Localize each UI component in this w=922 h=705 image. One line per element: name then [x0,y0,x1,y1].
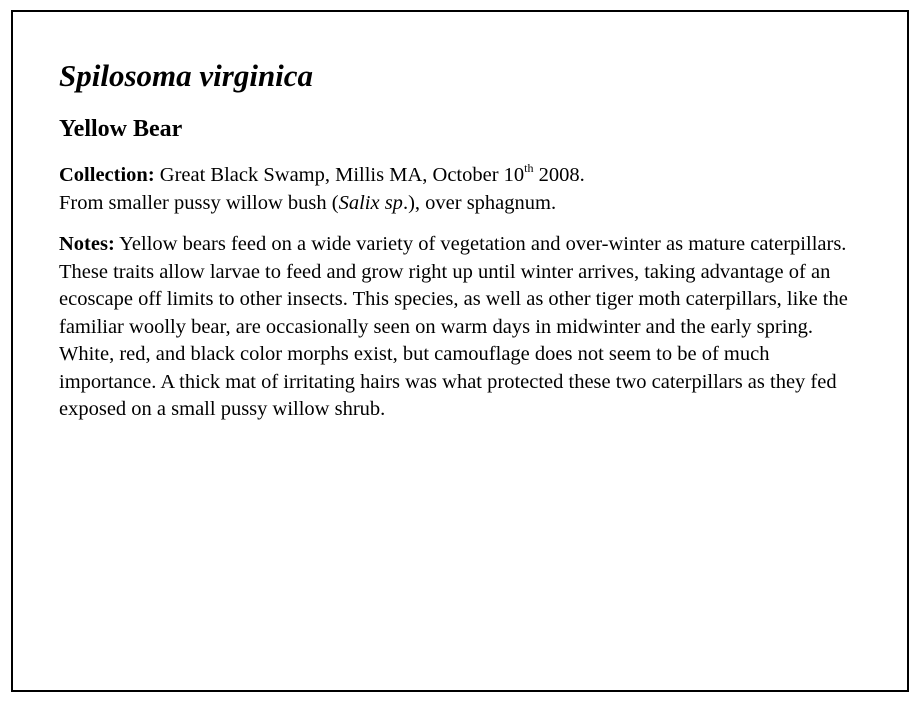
notes-paragraph [59,231,859,424]
collection-line2-species: Salix sp [338,191,403,214]
collection-line2-before: From smaller pussy willow bush ( [59,191,339,214]
notes-text: Yellow bears feed on a wide variety of vegetation and over-winter as mature caterpillars. These traits allow larvae to feed and grow right up until winter arrives, taking advantage of an ecoscape off limits to other insects. This species, as well as other tiger moth caterpillars, like the familiar woolly bear, are occasionally seen on warm days in midwinter and the early spring. White, red, and black color morphs exist, but camouflage does not seem to be of much importance. A thick mat of irritating hairs was what protected these two caterpillars as they fed exposed on a small pussy willow shrub. [59,233,848,420]
ordinal-suffix: th [524,161,534,176]
collection-paragraph [59,162,859,217]
collection-label: Collection: [59,164,155,186]
collection-year: 2008. [533,164,585,186]
species-title: Spilosoma virginica [59,58,314,93]
common-name: Yellow Bear [59,116,183,142]
collection-text: Great Black Swamp, Millis MA, October 10 [154,164,525,186]
collection-line2-after: .), over sphagnum. [402,191,557,214]
document-content [59,56,859,438]
notes-label: Notes: [59,233,115,255]
page-frame [11,10,909,692]
